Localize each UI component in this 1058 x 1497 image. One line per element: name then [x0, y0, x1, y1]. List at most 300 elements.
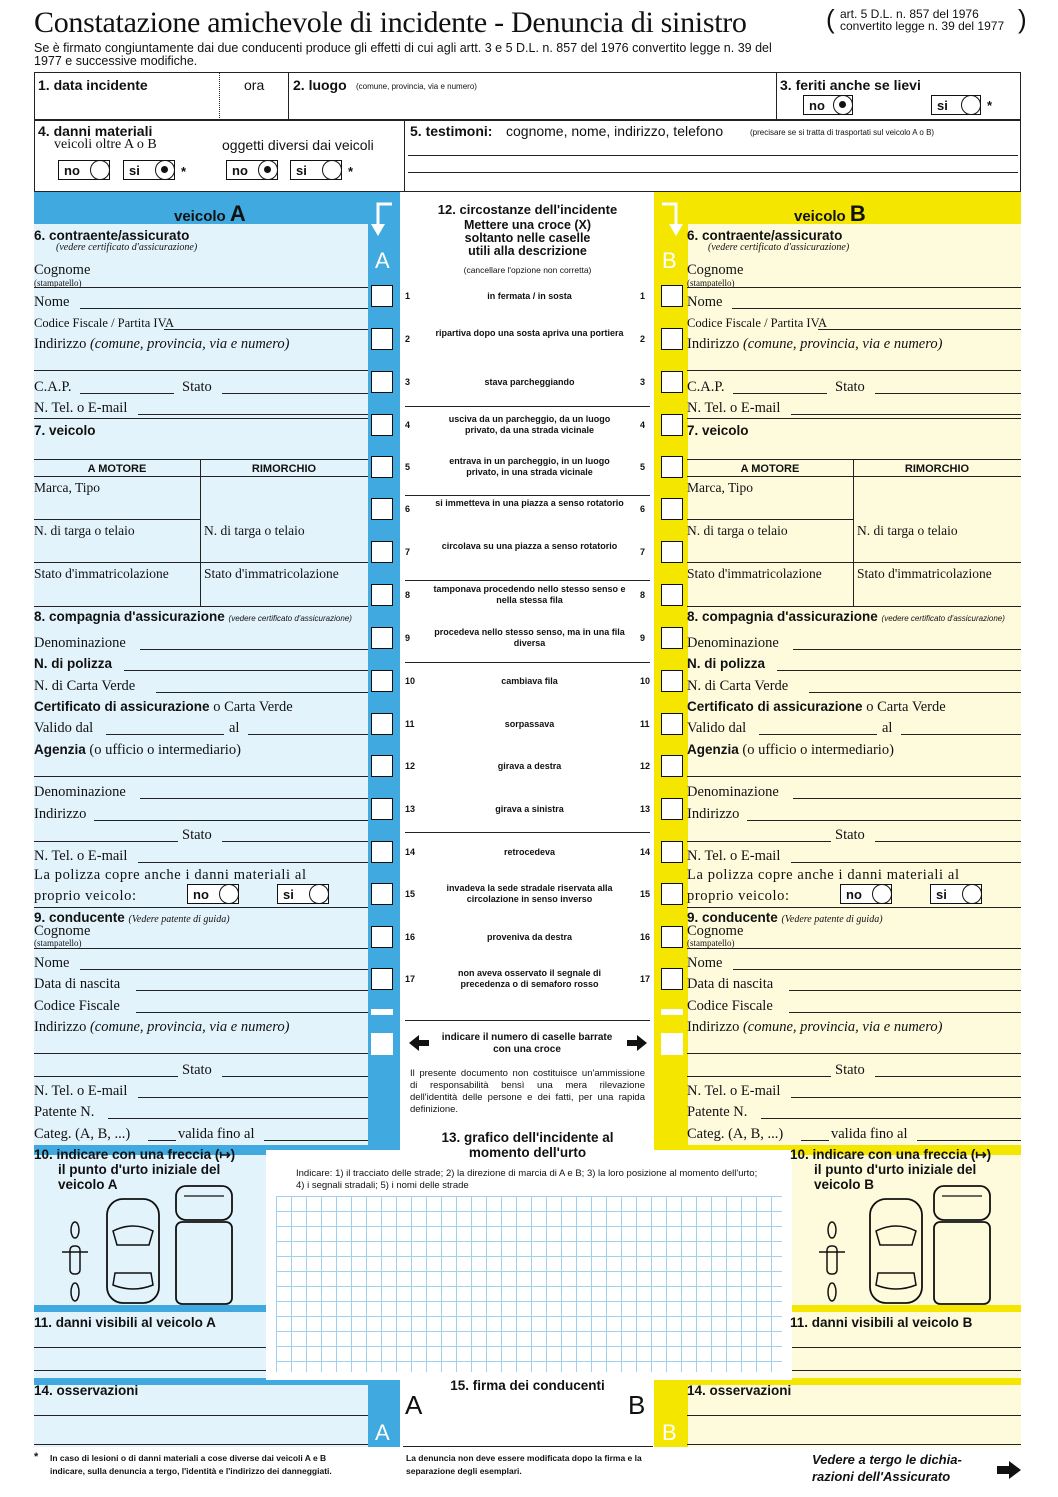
paren-left: (: [826, 4, 835, 34]
circumstance-checkbox-a[interactable]: [371, 584, 393, 606]
circumstance-checkbox-b[interactable]: [661, 713, 683, 735]
circumstance-checkbox-a[interactable]: [371, 541, 393, 563]
circumstance-checkbox-a[interactable]: [371, 798, 393, 820]
categ-label-a: Categ. (A, B, ...): [34, 1126, 131, 1142]
a-motore-a: A MOTORE: [87, 463, 147, 475]
separator: [405, 495, 650, 496]
veicolo-a-label: veicolo A: [174, 201, 246, 226]
star-mark: *: [348, 164, 354, 179]
radio-icon[interactable]: [90, 160, 110, 180]
indirizzo-line-a[interactable]: [34, 370, 368, 371]
carta-verde-label-a: N. di Carta Verde: [34, 678, 136, 694]
freccia-label-b: 10. indicare con una freccia (↦): [790, 1147, 992, 1162]
radio-icon[interactable]: [962, 884, 982, 904]
a-motore-b: A MOTORE: [740, 463, 800, 475]
compagnia-label-b: 8. compagnia d'assicurazione (vedere certificato d'assicurazione): [687, 609, 1005, 624]
freccia-label-b-2: il punto d'urto iniziale del: [814, 1162, 977, 1177]
circumstance-number: 13: [405, 804, 416, 814]
circumstance-number: 16: [405, 932, 416, 942]
circumstance-number: 12: [405, 761, 416, 771]
nome-line-a[interactable]: [80, 308, 368, 309]
feriti-no-option[interactable]: [803, 95, 853, 115]
separator: [687, 606, 1021, 607]
footer-right-2: razioni dell'Assicurato: [812, 1469, 951, 1484]
cf-line-a[interactable]: [164, 329, 368, 330]
targa-line-b[interactable]: [687, 562, 1021, 563]
cond-indirizzo-line-a[interactable]: [34, 1053, 368, 1054]
truck-icon[interactable]: [172, 1182, 236, 1307]
firma-b-letter: B: [628, 1390, 646, 1420]
polizza-label-b: N. di polizza: [687, 656, 766, 671]
separator: [34, 907, 368, 908]
circumstance-checkbox-a[interactable]: [371, 841, 393, 863]
strip-letter-b: B: [662, 248, 677, 273]
copre-si-option-a[interactable]: [277, 884, 329, 904]
circumstance-checkbox-b[interactable]: [661, 371, 683, 393]
divider: [404, 120, 405, 192]
cond-nome-line-b[interactable]: [733, 969, 1021, 970]
no-text: no: [193, 886, 209, 902]
car-icon[interactable]: [866, 1195, 926, 1307]
radio-checked-icon[interactable]: [155, 160, 175, 180]
divider: [776, 72, 777, 120]
radio-icon[interactable]: [309, 884, 329, 904]
testimoni-line[interactable]: [408, 155, 1018, 156]
patente-line-b[interactable]: [761, 1118, 1021, 1119]
stampatello-a: (stampatello): [34, 278, 82, 288]
circumstance-number: 5: [405, 462, 411, 472]
ag-stato-line-a[interactable]: [222, 841, 368, 842]
cap-line-a[interactable]: [80, 393, 174, 394]
conducente-label-a: 9. conducente (Vedere patente di guida): [34, 910, 230, 925]
cond-cognome-line-b[interactable]: [687, 948, 1021, 949]
carta-verde-line-b[interactable]: [809, 692, 1021, 693]
danni-line-b[interactable]: [792, 1347, 1021, 1348]
osservazioni-label-b: 14. osservazioni: [687, 1383, 792, 1398]
contraente-hint-b: (vedere certificato d'assicurazione): [708, 242, 850, 253]
circostanze-instr-3: utili alla descrizione: [468, 244, 587, 258]
cond-stato-label-a: Stato: [182, 1062, 212, 1078]
cond-stato-line-a[interactable]: [222, 1076, 368, 1077]
certificato-label-a: Certificato di assicurazione o Carta Verde: [34, 699, 293, 715]
circumstance-number: 12: [640, 761, 651, 771]
feriti-label: 3. feriti anche se lievi: [780, 77, 921, 93]
numero-caselle-text: indicare il numero di caselle barrate con una croce: [441, 1032, 613, 1055]
separator: [405, 580, 650, 581]
circumstance-checkbox-a[interactable]: [371, 968, 393, 990]
cond-indirizzo-label-a: Indirizzo (comune, provincia, via e numero): [34, 1019, 290, 1035]
ag-denominazione-label-a: Denominazione: [34, 784, 126, 800]
arrow-left-icon: [407, 1033, 431, 1053]
circumstance-checkbox-a[interactable]: [371, 328, 393, 350]
count-box-a[interactable]: [371, 1033, 393, 1055]
osservazioni-line-b[interactable]: [687, 1444, 1021, 1445]
no-text: no: [809, 97, 825, 113]
ag-denominazione-line-b[interactable]: [793, 798, 1021, 799]
circumstance-number: 2: [640, 334, 646, 344]
count-dash: [661, 1009, 683, 1015]
al-line-b[interactable]: [901, 734, 1021, 735]
valida-line-b[interactable]: [917, 1140, 1021, 1141]
circumstance-checkbox-b[interactable]: [661, 541, 683, 563]
motorcycle-icon[interactable]: [817, 1220, 847, 1305]
circumstance-checkbox-a[interactable]: [371, 285, 393, 307]
patente-label-b: Patente N.: [687, 1104, 748, 1120]
separator: [405, 406, 650, 407]
copre-no-option-a[interactable]: [187, 884, 239, 904]
contraente-hint-a: (vedere certificato d'assicurazione): [56, 242, 198, 253]
circumstance-checkbox-b[interactable]: [661, 798, 683, 820]
circumstance-text: in fermata / in sosta: [487, 291, 572, 301]
indirizzo-label-a: Indirizzo (comune, provincia, via e numero): [34, 336, 290, 352]
valida-label-a: valida fino al: [178, 1126, 255, 1142]
tel-label-b: N. Tel. o E-mail: [687, 400, 781, 416]
strip-letter-a: A: [375, 1420, 390, 1445]
circumstance-checkbox-b[interactable]: [661, 328, 683, 350]
cognome-label-a: Cognome: [34, 262, 91, 278]
circumstance-checkbox-a[interactable]: [371, 926, 393, 948]
ag-tel-label-a: N. Tel. o E-mail: [34, 848, 128, 864]
cond-tel-line-b[interactable]: [791, 1097, 1021, 1098]
circumstance-number: 10: [640, 676, 651, 686]
indirizzo-line-b[interactable]: [687, 370, 1021, 371]
cf-label-b: Codice Fiscale: [687, 998, 773, 1014]
circumstance-text: stava parcheggiando: [484, 377, 575, 387]
divider: [288, 72, 289, 120]
valida-label-b: valida fino al: [831, 1126, 908, 1142]
tel-line-b[interactable]: [791, 414, 1021, 415]
polizza-line-a[interactable]: [124, 670, 368, 671]
denominazione-line-a[interactable]: [140, 649, 368, 650]
cf-piva-label-b: Codice Fiscale / Partita IVA: [687, 316, 828, 330]
circumstance-checkbox-a[interactable]: [371, 883, 393, 905]
arrow-right-icon: [995, 1459, 1023, 1481]
veicoli-si-option[interactable]: [123, 160, 175, 180]
no-text: no: [232, 162, 248, 178]
proprio-veicolo-b: proprio veicolo:: [687, 888, 790, 904]
carta-verde-line-a[interactable]: [156, 692, 368, 693]
si-text: si: [936, 886, 947, 902]
ag-denominazione-label-b: Denominazione: [687, 784, 779, 800]
incident-sketch-grid[interactable]: [276, 1196, 782, 1372]
circumstance-checkbox-a[interactable]: [371, 627, 393, 649]
radio-icon[interactable]: [872, 884, 892, 904]
cond-line-b[interactable]: [687, 1076, 831, 1077]
cf-line-b[interactable]: [818, 329, 1021, 330]
cond-cognome-label-a: Cognome: [34, 923, 91, 939]
count-box-b[interactable]: [661, 1033, 683, 1055]
circumstance-checkbox-b[interactable]: [661, 968, 683, 990]
circumstance-text: invadeva la sede stradale riservata alla circolazione in senso inverso: [446, 883, 613, 904]
radio-icon[interactable]: [961, 95, 981, 115]
footer-right-1: Vedere a tergo le dichia-: [812, 1452, 962, 1467]
stato-label-a: Stato: [182, 379, 212, 395]
grafico-title: 13. grafico dell'incidente al momento dell'urto: [441, 1130, 614, 1160]
valido-line-a[interactable]: [106, 734, 224, 735]
copre-no-option-b[interactable]: [840, 884, 892, 904]
circumstance-checkbox-b[interactable]: [661, 926, 683, 948]
targa-line-a[interactable]: [34, 562, 368, 563]
immatricolazione-label-b: Stato d'immatricolazione: [687, 566, 822, 581]
cond-line-a[interactable]: [34, 1076, 178, 1077]
nascita-label-a: Data di nascita: [34, 976, 121, 992]
ag-line-a[interactable]: [34, 841, 178, 842]
osservazioni-line-a[interactable]: [34, 1415, 368, 1416]
si-text: si: [129, 162, 140, 178]
freccia-label-a-2: il punto d'urto iniziale del: [58, 1162, 221, 1177]
cap-label-a: C.A.P.: [34, 379, 72, 395]
circostanze-instr-2: soltanto nelle caselle: [464, 231, 591, 245]
cond-nome-label-a: Nome: [34, 955, 70, 971]
circumstance-number: 9: [405, 633, 411, 643]
circumstance-text: non aveva osservato il segnale di precedenza o di semaforo rosso: [457, 968, 602, 989]
immatricolazione-rim-label-a: Stato d'immatricolazione: [204, 566, 339, 581]
danni-line-a[interactable]: [34, 1370, 266, 1371]
circumstance-checkbox-a[interactable]: [371, 755, 393, 777]
separator: [687, 907, 1021, 908]
compagnia-label-a: 8. compagnia d'assicurazione (vedere certificato d'assicurazione): [34, 609, 352, 624]
ora-label: ora: [244, 77, 265, 93]
circumstance-checkbox-b[interactable]: [661, 414, 683, 436]
testimoni-line[interactable]: [408, 172, 1018, 173]
circumstance-number: 3: [640, 377, 646, 387]
separator: [687, 418, 1021, 419]
cond-stampatello-b: (stampatello): [687, 938, 735, 948]
divider: [219, 72, 220, 120]
ag-indirizzo-label-a: Indirizzo: [34, 806, 87, 822]
osservazioni-line-b[interactable]: [687, 1415, 1021, 1416]
rimorchio-b: RIMORCHIO: [904, 463, 970, 475]
circumstance-number: 15: [640, 889, 651, 899]
polizza-line-b[interactable]: [777, 670, 1021, 671]
nascita-line-a[interactable]: [136, 990, 368, 991]
circumstance-checkbox-b[interactable]: [661, 883, 683, 905]
circumstance-number: 7: [640, 547, 646, 557]
circumstance-number: 4: [640, 420, 646, 430]
stato-label-b: Stato: [835, 379, 865, 395]
circumstance-checkbox-b[interactable]: [661, 841, 683, 863]
categ-line-a[interactable]: [148, 1140, 176, 1141]
circumstance-checkbox-b[interactable]: [661, 670, 683, 692]
oggetti-si-option[interactable]: [290, 160, 342, 180]
cond-cognome-line-a[interactable]: [34, 948, 368, 949]
veicoli-no-option[interactable]: [58, 160, 110, 180]
copre-si-option-b[interactable]: [930, 884, 982, 904]
separator: [687, 476, 1021, 477]
categ-line-b[interactable]: [801, 1140, 829, 1141]
nome-label-a: Nome: [34, 294, 70, 310]
agenzia-line-a[interactable]: [34, 776, 368, 777]
cond-tel-line-a[interactable]: [138, 1097, 368, 1098]
veicolo-label-b: 7. veicolo: [687, 423, 749, 438]
firma-title: 15. firma dei conducenti: [450, 1378, 605, 1393]
circumstance-checkbox-b[interactable]: [661, 627, 683, 649]
ag-stato-label-b: Stato: [835, 827, 865, 843]
cf-line-b[interactable]: [789, 1012, 1021, 1013]
marca-line-a[interactable]: [34, 519, 200, 520]
circumstance-number: 15: [405, 889, 416, 899]
circumstance-text: girava a destra: [497, 761, 562, 771]
veicoli-oltre-label: veicoli oltre A o B: [54, 137, 157, 152]
nascita-label-b: Data di nascita: [687, 976, 774, 992]
firma-a-letter: A: [405, 1390, 423, 1420]
circumstance-checkbox-b[interactable]: [661, 584, 683, 606]
arrow-right-icon: [625, 1033, 649, 1053]
footer-left: In caso di lesioni o di danni materiali a cose diverse dai veicoli A e B indicare, sulla denuncia a tergo, l'identità e l'indirizzo dei danneggiati.: [50, 1453, 332, 1476]
circumstance-number: 13: [640, 804, 651, 814]
stato-line-b[interactable]: [875, 393, 1021, 394]
legal-line-2: convertito legge n. 39 del 1977: [840, 19, 1005, 33]
circumstance-number: 4: [405, 420, 411, 430]
circumstance-checkbox-a[interactable]: [371, 713, 393, 735]
circumstance-checkbox-b[interactable]: [661, 285, 683, 307]
circumstance-number: 17: [405, 974, 416, 984]
agenzia-line-b[interactable]: [687, 776, 1021, 777]
testimoni-label: 5. testimoni:: [410, 123, 493, 139]
agenzia-label-a: Agenzia (o ufficio o intermediario): [34, 742, 241, 758]
cond-nome-line-a[interactable]: [80, 969, 368, 970]
circumstance-checkbox-b[interactable]: [661, 456, 683, 478]
ag-denominazione-line-a[interactable]: [140, 798, 368, 799]
cognome-line-a[interactable]: [34, 287, 368, 288]
circumstance-checkbox-a[interactable]: [371, 371, 393, 393]
circumstance-text: circolava su una piazza a senso rotatorio: [441, 541, 618, 551]
patente-line-a[interactable]: [108, 1118, 368, 1119]
cond-stato-label-b: Stato: [835, 1062, 865, 1078]
separator: [405, 832, 650, 833]
tel-label-a: N. Tel. o E-mail: [34, 400, 128, 416]
agenzia-label-b: Agenzia (o ufficio o intermediario): [687, 742, 894, 758]
radio-checked-icon[interactable]: [833, 95, 853, 115]
circumstance-number: 1: [640, 291, 646, 301]
circumstance-number: 11: [640, 719, 650, 729]
circumstance-number: 8: [405, 590, 411, 600]
radio-icon[interactable]: [219, 884, 239, 904]
denominazione-line-b[interactable]: [793, 649, 1021, 650]
danni-visibili-label-b: 11. danni visibili al veicolo B: [790, 1315, 973, 1330]
nome-label-b: Nome: [687, 294, 723, 310]
circumstance-checkbox-b[interactable]: [661, 755, 683, 777]
divider: [200, 459, 201, 607]
veicolo-b-label: veicolo B: [794, 201, 866, 226]
cond-indirizzo-line-b[interactable]: [687, 1053, 1021, 1054]
separator: [34, 606, 368, 607]
signature-area[interactable]: [402, 1420, 652, 1446]
feriti-si-option[interactable]: [931, 95, 981, 115]
conducente-label-b: 9. conducente (Vedere patente di guida): [687, 910, 883, 925]
ag-stato-line-b[interactable]: [875, 841, 1021, 842]
stato-line-a[interactable]: [222, 393, 368, 394]
cap-label-b: C.A.P.: [687, 379, 725, 395]
valida-line-a[interactable]: [264, 1140, 368, 1141]
car-icon[interactable]: [103, 1195, 163, 1307]
cond-indirizzo-label-b: Indirizzo (comune, provincia, via e numero): [687, 1019, 943, 1035]
osservazioni-label-a: 14. osservazioni: [34, 1383, 139, 1398]
valido-line-b[interactable]: [759, 734, 877, 735]
denominazione-label-a: Denominazione: [34, 635, 126, 651]
circumstance-number: 14: [405, 847, 416, 857]
cognome-label-b: Cognome: [687, 262, 744, 278]
circumstance-checkbox-a[interactable]: [371, 456, 393, 478]
testimoni-text: cognome, nome, indirizzo, telefono: [506, 123, 724, 139]
freccia-label-a-3: veicolo A: [58, 1177, 118, 1192]
circumstance-text: ripartiva dopo una sosta apriva una portiera: [435, 328, 624, 338]
immatricolazione-label-a: Stato d'immatricolazione: [34, 566, 169, 581]
si-text: si: [296, 162, 307, 178]
circumstance-number: 16: [640, 932, 651, 942]
certificato-label-b: Certificato di assicurazione o Carta Verde: [687, 699, 946, 715]
ag-tel-line-b[interactable]: [791, 862, 1021, 863]
danni-line-b[interactable]: [792, 1370, 1021, 1371]
oggetti-no-option[interactable]: [226, 160, 278, 180]
circumstance-text: procedeva nello stesso senso, ma in una fila diversa: [434, 627, 625, 648]
circumstance-checkbox-b[interactable]: [661, 498, 683, 520]
cf-line-a[interactable]: [136, 1012, 368, 1013]
star-mark: *: [181, 164, 187, 179]
danni-line-a[interactable]: [34, 1347, 266, 1348]
form-title: Constatazione amichevole di incidente - Denuncia di sinistro: [34, 6, 747, 39]
cond-stato-line-b[interactable]: [875, 1076, 1021, 1077]
ag-indirizzo-label-b: Indirizzo: [687, 806, 740, 822]
veicolo-label-a: 7. veicolo: [34, 423, 96, 438]
cognome-line-b[interactable]: [687, 287, 1021, 288]
truck-icon[interactable]: [930, 1182, 994, 1307]
tel-line-a[interactable]: [138, 414, 368, 415]
circumstance-checkbox-a[interactable]: [371, 670, 393, 692]
paren-right: ): [1018, 4, 1027, 34]
al-line-a[interactable]: [248, 734, 368, 735]
circumstance-number: 6: [640, 504, 646, 514]
nascita-line-b[interactable]: [789, 990, 1021, 991]
si-text: si: [283, 886, 294, 902]
legal-line-1: art. 5 D.L. n. 857 del 1976: [840, 7, 979, 21]
circumstance-text: retrocedeva: [503, 847, 556, 857]
ag-indirizzo-line-b[interactable]: [747, 820, 1021, 821]
contraente-label-b: 6. contraente/assicurato: [687, 228, 843, 243]
danni-visibili-label-a: 11. danni visibili al veicolo A: [34, 1315, 216, 1330]
radio-checked-icon[interactable]: [258, 160, 278, 180]
circumstance-checkbox-a[interactable]: [371, 498, 393, 520]
targa-label-a: N. di targa o telaio: [34, 523, 135, 538]
osservazioni-line-a[interactable]: [34, 1444, 368, 1445]
cap-line-b[interactable]: [733, 393, 827, 394]
separator: [34, 459, 368, 460]
polizza-copre-a: La polizza copre anche i danni materiali al: [34, 867, 307, 883]
circumstance-text: cambiava fila: [501, 676, 558, 686]
marca-line-b[interactable]: [687, 519, 853, 520]
cond-cognome-label-b: Cognome: [687, 923, 744, 939]
circumstance-checkbox-a[interactable]: [371, 414, 393, 436]
ag-line-b[interactable]: [687, 841, 831, 842]
nome-line-b[interactable]: [732, 308, 1021, 309]
valido-label-b: Valido dal: [687, 720, 747, 736]
arrow-down-icon: [654, 200, 686, 242]
ag-tel-line-a[interactable]: [138, 862, 368, 863]
luogo-label: 2. luogo: [293, 77, 347, 93]
circumstance-text: proveniva da destra: [486, 932, 573, 942]
radio-icon[interactable]: [322, 160, 342, 180]
circumstance-text: tamponava procedendo nello stesso senso e nella stessa fila: [433, 584, 626, 605]
star-mark: *: [987, 98, 993, 113]
al-label-a: al: [229, 720, 240, 736]
targa-rim-label-b: N. di targa o telaio: [857, 523, 958, 538]
ag-stato-label-a: Stato: [182, 827, 212, 843]
motorcycle-icon[interactable]: [60, 1220, 90, 1305]
circumstance-number: 14: [640, 847, 651, 857]
valido-label-a: Valido dal: [34, 720, 94, 736]
ag-indirizzo-line-a[interactable]: [94, 820, 368, 821]
circumstance-number: 10: [405, 676, 416, 686]
